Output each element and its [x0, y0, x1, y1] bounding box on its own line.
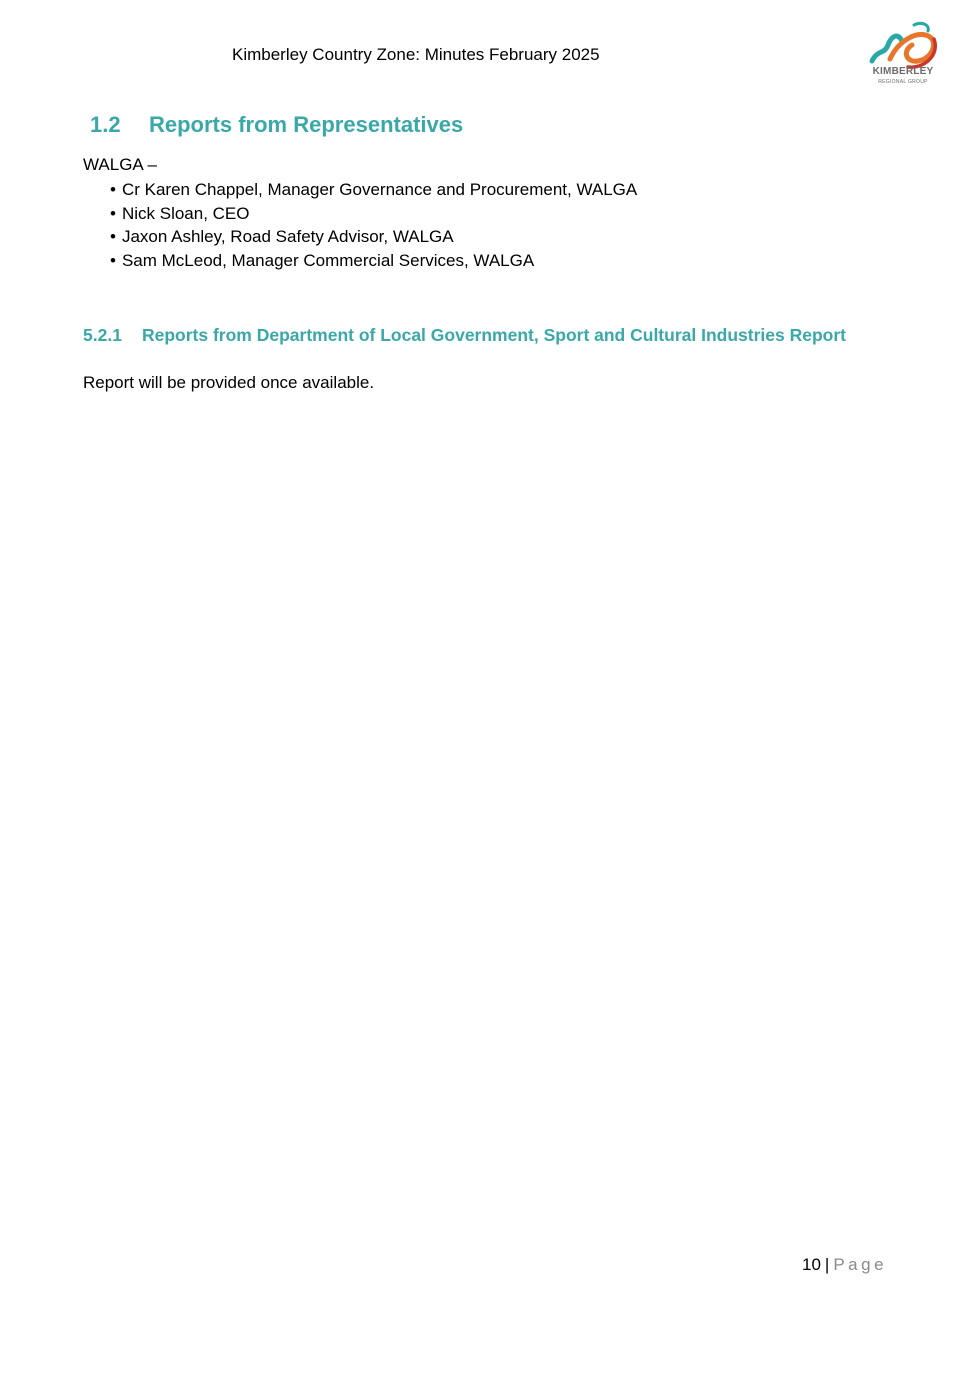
logo-subtitle: REGIONAL GROUP [878, 79, 928, 85]
page-footer [802, 1255, 887, 1275]
list-item: • Jaxon Ashley, Road Safety Advisor, WALGA [110, 225, 637, 249]
list-item: • Cr Karen Chappel, Manager Governance and Procurement, WALGA [110, 178, 637, 202]
list-item: • Sam McLeod, Manager Commercial Services, WALGA [110, 249, 637, 273]
page-label: Page [833, 1255, 888, 1274]
report-status-text: Report will be provided once available. [83, 373, 375, 392]
footer-separator: | [824, 1255, 830, 1274]
list-item: • Nick Sloan, CEO [110, 202, 637, 226]
page-number: 10 [802, 1255, 821, 1274]
walga-label: WALGA – [83, 155, 158, 174]
kimberley-logo [868, 8, 942, 90]
logo-wordmark: KIMBERLEY [872, 66, 934, 77]
representatives-list [110, 178, 637, 272]
subsection-number: 5.2.1 [83, 325, 122, 345]
subsection-title: Reports from Department of Local Government, Sport and Cultural Industries Report [142, 325, 846, 345]
section-heading [90, 112, 463, 138]
section-title: Reports from Representatives [149, 112, 464, 137]
subsection-heading [83, 325, 846, 346]
header-title: Kimberley Country Zone: Minutes February 2025 [232, 45, 600, 64]
section-number: 1.2 [90, 112, 121, 137]
